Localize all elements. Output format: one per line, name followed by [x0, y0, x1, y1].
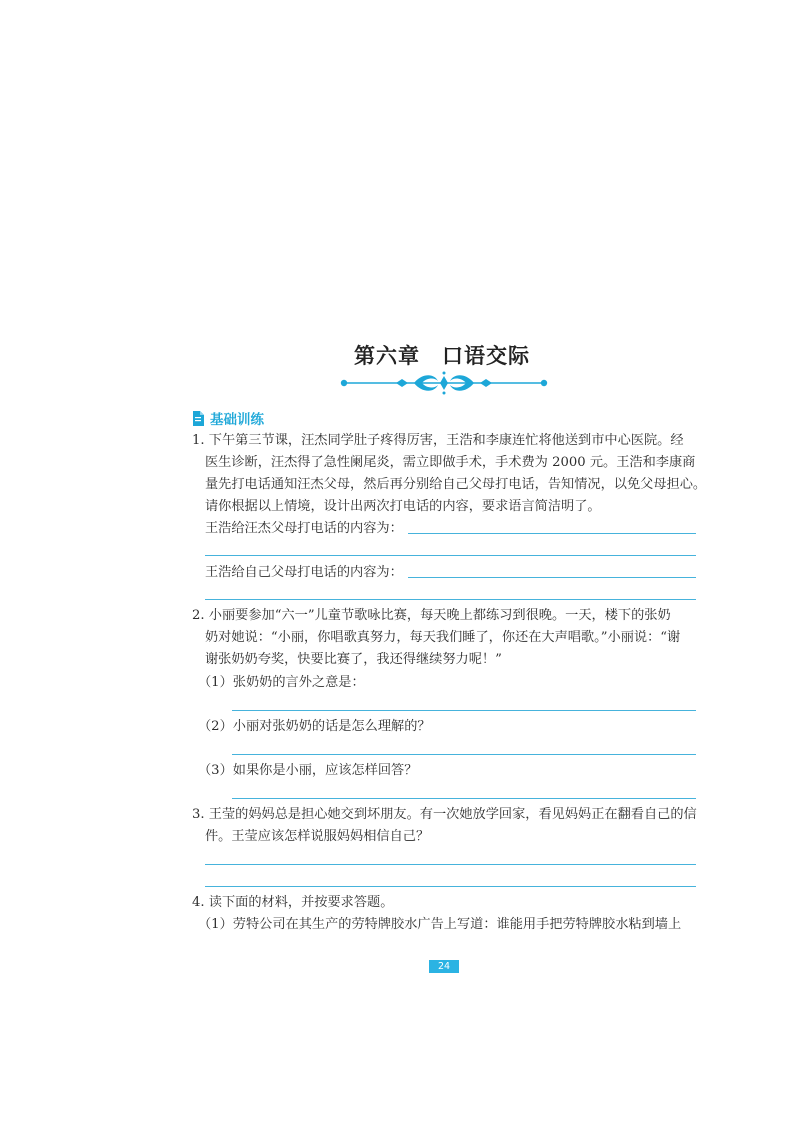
q2-sub-3: （3）如果你是小丽，应该怎样回答？	[198, 763, 418, 778]
q1-prompt-a: 王浩给汪杰父母打电话的内容为：	[205, 521, 403, 536]
q3-answer-line-2[interactable]	[205, 886, 696, 887]
q1-answer-line-a1[interactable]	[408, 533, 696, 534]
q3-answer-line-1[interactable]	[205, 864, 696, 865]
ornament-divider	[338, 370, 550, 396]
q1-line-1: 1. 下午第三节课，汪杰同学肚子疼得厉害，王浩和李康连忙将他送到市中心医院。经	[192, 433, 684, 448]
q2-answer-line-2[interactable]	[232, 754, 696, 755]
q2-line-3: 谢张奶奶夸奖，快要比赛了，我还得继续努力呢！”	[205, 652, 502, 667]
q2-line-2: 奶对她说：“小丽，你唱歌真努力，每天我们睡了，你还在大声唱歌。”小丽说：“谢	[205, 630, 681, 645]
chapter-title: 第六章 口语交际	[354, 343, 530, 368]
q2-sub-2: （2）小丽对张奶奶的话是怎么理解的？	[198, 719, 431, 734]
q4-sub-1: （1）劳特公司在其生产的劳特牌胶水广告上写道：谁能用手把劳特牌胶水粘到墙上	[198, 917, 682, 932]
q1-answer-line-b2[interactable]	[205, 599, 696, 600]
section-label: 基础训练	[210, 412, 264, 428]
q3-line-2: 件。王莹应该怎样说服妈妈相信自己？	[205, 829, 430, 844]
q2-sub-1: （1）张奶奶的言外之意是：	[198, 675, 365, 690]
q2-answer-line-1[interactable]	[232, 710, 696, 711]
q1-line-3: 量先打电话通知汪杰父母，然后再分别给自己父母打电话，告知情况，以免父母担心。	[205, 477, 707, 492]
q2-line-1: 2. 小丽要参加“六一”儿童节歌咏比赛，每天晚上都练习到很晚。一天，楼下的张奶	[192, 608, 671, 623]
q1-prompt-b: 王浩给自己父母打电话的内容为：	[205, 565, 403, 580]
q3-line-1: 3. 王莹的妈妈总是担心她交到坏朋友。有一次她放学回家，看见妈妈正在翻看自己的信	[192, 807, 697, 822]
document-icon	[192, 411, 205, 426]
q1-answer-line-a2[interactable]	[205, 555, 696, 556]
q2-answer-line-3[interactable]	[232, 798, 696, 799]
q1-line-4: 请你根据以上情境，设计出两次打电话的内容，要求语言简洁明了。	[205, 499, 601, 514]
q1-line-2: 医生诊断，汪杰得了急性阑尾炎，需立即做手术，手术费为 2000 元。王浩和李康商	[205, 455, 696, 470]
q1-answer-line-b1[interactable]	[408, 577, 696, 578]
q4-line-1: 4. 读下面的材料，并按要求答题。	[192, 895, 394, 910]
section-header	[192, 409, 264, 427]
page-number: 24	[429, 960, 459, 973]
